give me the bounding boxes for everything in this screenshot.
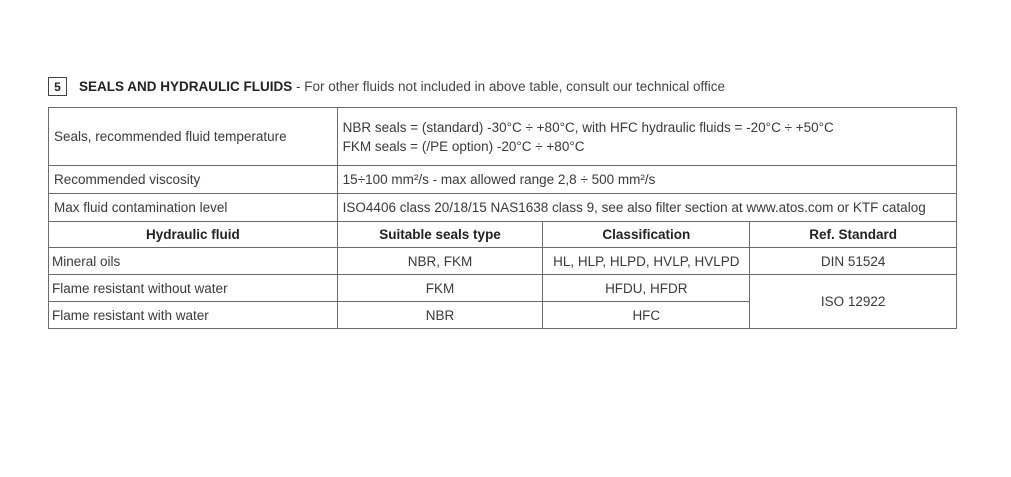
table-row: [49, 275, 957, 302]
header-hydraulic-fluid: Hydraulic fluid: [49, 222, 338, 248]
property-label: Max fluid contamination level: [49, 194, 338, 222]
table-header-row: [49, 222, 957, 248]
standard-cell: DIN 51524: [750, 248, 957, 275]
seals-fluids-table: [48, 107, 957, 329]
classification-cell: HFC: [543, 302, 750, 329]
seals-cell: NBR: [337, 302, 543, 329]
value-line: NBR seals = (standard) -30°C ÷ +80°C, with HFC hydraulic fluids = -20°C ÷ +50°C: [342, 119, 834, 135]
header-ref-standard: Ref. Standard: [750, 222, 957, 248]
table-row-temperature: [49, 108, 957, 166]
section-subtitle: - For other fluids not included in above table, consult our technical office: [292, 79, 726, 94]
property-value: 15÷100 mm²/s - max allowed range 2,8 ÷ 500 mm²/s: [337, 166, 956, 194]
table-row-contamination: [49, 194, 957, 222]
classification-cell: HFDU, HFDR: [543, 275, 750, 302]
fluid-cell: Mineral oils: [49, 248, 338, 275]
property-label: Seals, recommended fluid temperature: [49, 108, 338, 166]
section-number-badge: 5: [48, 77, 67, 96]
property-value: [337, 108, 956, 166]
seals-cell: FKM: [337, 275, 543, 302]
value-line: FKM seals = (/PE option) -20°C ÷ +80°C: [342, 138, 585, 154]
table-row-viscosity: [49, 166, 957, 194]
section-heading: [48, 76, 725, 97]
table-row: [49, 248, 957, 275]
standard-cell: ISO 12922: [750, 275, 957, 329]
header-seals-type: Suitable seals type: [337, 222, 543, 248]
classification-cell: HL, HLP, HLPD, HVLP, HVLPD: [543, 248, 750, 275]
fluid-cell: Flame resistant with water: [49, 302, 338, 329]
fluid-cell: Flame resistant without water: [49, 275, 338, 302]
seals-cell: NBR, FKM: [337, 248, 543, 275]
property-value: ISO4406 class 20/18/15 NAS1638 class 9, see also filter section at www.atos.com or KTF catalog: [337, 194, 956, 222]
section-title: SEALS AND HYDRAULIC FLUIDS: [79, 79, 293, 94]
header-classification: Classification: [543, 222, 750, 248]
property-label: Recommended viscosity: [49, 166, 338, 194]
